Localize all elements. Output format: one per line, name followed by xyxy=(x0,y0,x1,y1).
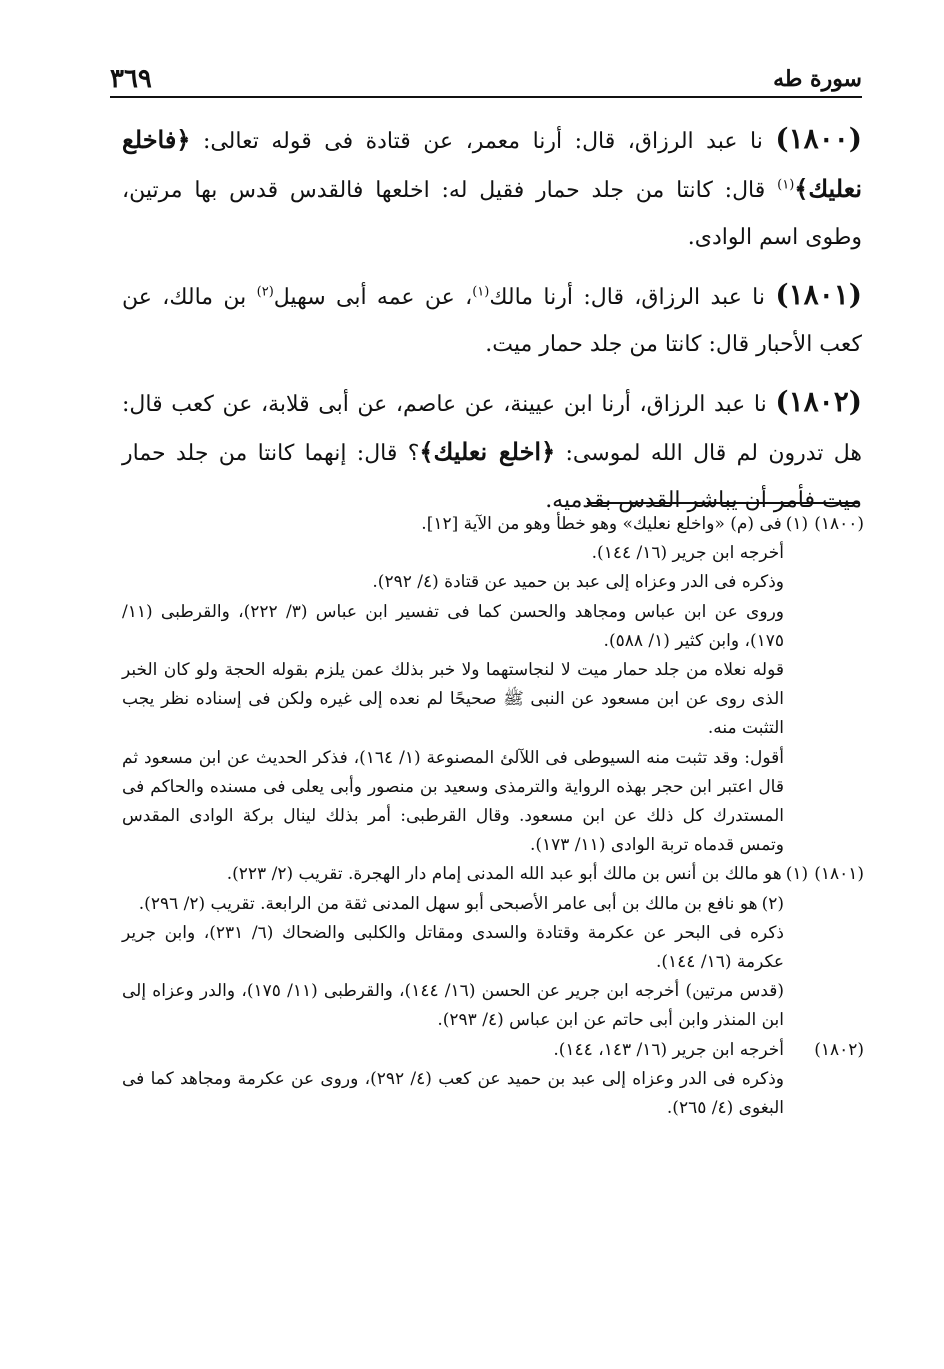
footnote-1801-2 xyxy=(122,890,864,919)
footnote-line: أقول: وقد تثبت منه السيوطى فى اللآلئ المصنوعة (١/ ١٦٤)، فذكر الحديث عن ابن مسعود ثم قال اعتبر ابن حجر بهذه الرواية والترمذى وسعيد بن منصور وأبى يعلى فى مسنده والحاكم فى المستدرك كل ذلك عن ابن مسعود. وقال القرطبى: أمر بذلك لينال بركة الوادى المقدس وتمس قدماه تربة الوادى (١١/ ١٧٣). xyxy=(122,747,785,856)
footnote-line: وذكره فى الدر وعزاه إلى عبد بن حميد عن كعب (٤/ ٢٩٢)، وروى عن عكرمة ومجاهد كما فى البغوى (٤/ ٢٦٥). xyxy=(122,1068,784,1119)
footnotes xyxy=(122,510,864,1123)
narration-text: قال: كانتا من جلد حمار فقيل له: اخلعها فالقدس قدس بها مرتين، وطوى اسم الوادى. xyxy=(122,178,862,250)
footnote-id: (١٨٠٢) xyxy=(814,1039,864,1060)
page-number: ٣٦٩ xyxy=(110,64,152,94)
narration-text: نا عبد الرزاق، قال: أرنا مالك xyxy=(489,285,765,310)
footnote-line: وذكره فى الدر وعزاه إلى عبد بن حميد عن قتادة (٤/ ٢٩٢). xyxy=(372,572,784,593)
narration-number: (١٨٠٠) xyxy=(775,122,863,155)
narration-1801 xyxy=(122,271,862,368)
narration-text: نا عبد الرزاق، أرنا ابن عيينة، عن عاصم، عن أبى قلابة، عن كعب قال: هل تدرون لم قال الله لموسى: xyxy=(122,392,862,466)
narration-1800 xyxy=(122,115,862,261)
footnote-id: (١٨٠١) xyxy=(814,864,864,885)
quran-verse: ﴿اخلع نعليك﴾ xyxy=(419,437,556,466)
footnote-text: هو مالك بن أنس بن مالك أبو عبد الله المدنى إمام دار الهجرة. تقريب (٢/ ٢٢٣). xyxy=(226,864,782,885)
main-text xyxy=(122,115,862,534)
footnote-number: (٢) xyxy=(761,893,784,914)
footnote-ref: (١) xyxy=(472,284,490,300)
narration-number: (١٨٠٢) xyxy=(775,385,862,418)
footnote-number: (١) xyxy=(785,864,809,885)
footnote-line: ذكره فى البحر عن عكرمة وقتادة والسدى ومقاتل والكلبى والضحاك (٦/ ٢٣١)، وابن جرير عكرمة (١٦/ ١٤٤). xyxy=(122,922,784,973)
footnote-line: أخرجه ابن جرير (١٦/ ١٤٤). xyxy=(591,543,784,564)
narration-text: بن مالك، عن كعب الأحبار قال: كانتا من جلد حمار ميت. xyxy=(122,285,862,357)
footnote-text: أخرجه ابن جرير (١٦/ ١٤٣، ١٤٤). xyxy=(553,1039,784,1060)
narration-text: ؟ قال: إنهما كانتا من جلد حمار ميت فأمر أن يباشر القدس بقدميه. xyxy=(122,441,862,513)
footnote-line: (قدس مرتين) أخرجه ابن جرير عن الحسن (١٦/ ١٤٤)، والقرطبى (١١/ ١٧٥)، والدر وعزاه إلى ابن المنذر وابن أبى حاتم عن ابن عباس (٤/ ٢٩٣). xyxy=(122,981,785,1031)
footnote-separator xyxy=(587,502,859,504)
narration-text: نا عبد الرزاق، قال: أرنا معمر، عن قتادة فى قوله تعالى: xyxy=(202,129,763,154)
footnote-1801 xyxy=(122,860,864,889)
footnote-text: هو نافع بن مالك بن أبى عامر الأصبحى أبو سهل المدنى ثقة من الرابعة. تقريب (٢/ ٢٩٦). xyxy=(138,893,758,914)
page-header xyxy=(110,62,862,98)
footnote-ref: (١) xyxy=(777,177,795,193)
quran-verse: ﴿فاخلع نعليك﴾ xyxy=(122,125,862,203)
footnote-1802 xyxy=(122,1036,864,1065)
footnote-1800 xyxy=(122,510,864,539)
footnote-line: وروى عن ابن عباس ومجاهد والحسن كما فى تفسير ابن عباس (٣/ ٢٢٢)، والقرطبى (١١/ ١٧٥)، وابن كثير (١/ ٥٨٨). xyxy=(122,601,784,651)
footnote-text: فى (م) «واخلع نعليك» وهو خطأ وهو من الآية [١٢]. xyxy=(421,514,782,534)
footnote-line: قوله نعلاه من جلد حمار ميت لا لنجاستهما ولا خبر بذلك عمن يلزم بقوله الحجة ولو كان الخبر الذى روى عن ابن مسعود عن النبى ﷺ صحيحًا لم نعده إلى غيره ولكن فى إسناده نظر يجب التثبت منه. xyxy=(122,660,784,739)
narration-number: (١٨٠١) xyxy=(775,278,863,311)
narration-text: ، عن عمه أبى سهيل xyxy=(273,285,473,310)
footnote-id: (١٨٠٠) xyxy=(814,514,864,534)
surah-title: سورة طه xyxy=(773,66,862,92)
footnote-number: (١) xyxy=(785,514,809,534)
footnote-ref: (٢) xyxy=(256,284,274,300)
